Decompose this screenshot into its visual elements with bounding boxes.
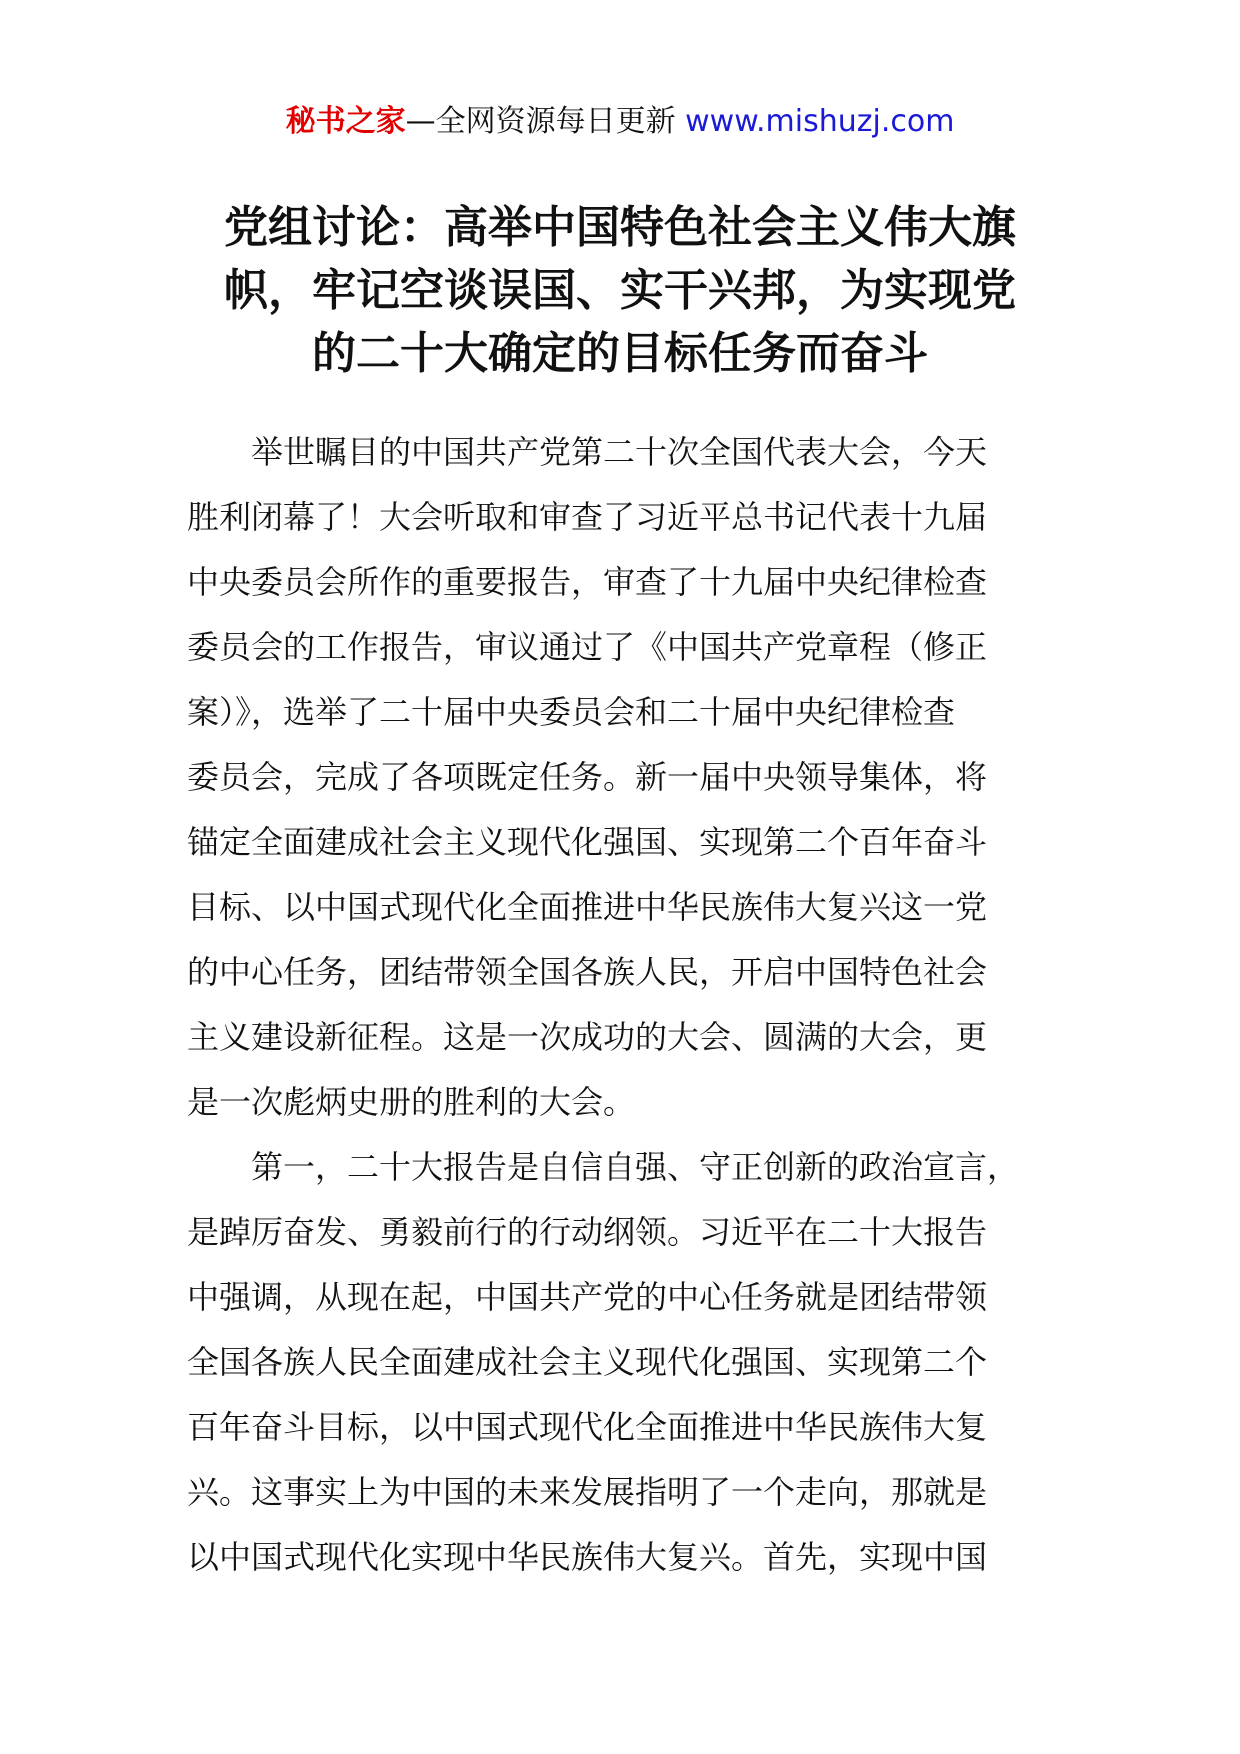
paragraph-line: 百年奋斗目标，以中国式现代化全面推进中华民族伟大复 — [187, 1408, 988, 1446]
paragraph-line: 案）》，选举了二十届中央委员会和二十届中央纪律检查 — [187, 693, 956, 731]
title-line: 帜，牢记空谈误国、实干兴邦，为实现党 — [224, 265, 1016, 316]
paragraph-line: 的中心任务，团结带领全国各族人民，开启中国特色社会 — [187, 953, 988, 991]
header-tagline: —全网资源每日更新 — [405, 104, 686, 139]
paragraph-line: 中强调，从现在起，中国共产党的中心任务就是团结带领 — [187, 1278, 988, 1316]
paragraph-line: 以中国式现代化实现中华民族伟大复兴。首先，实现中国 — [187, 1538, 988, 1576]
paragraph-line: 是一次彪炳史册的胜利的大会。 — [187, 1083, 636, 1121]
paragraph-line: 委员会，完成了各项既定任务。新一届中央领导集体，将 — [187, 758, 988, 796]
paragraph-line: 委员会的工作报告，审议通过了《中国共产党章程（修正 — [187, 628, 988, 666]
paragraph-line: 中央委员会所作的重要报告，审查了十九届中央纪律检查 — [187, 563, 988, 601]
title-line: 党组讨论：高举中国特色社会主义伟大旗 — [224, 202, 1016, 253]
paragraph-line: 举世瞩目的中国共产党第二十次全国代表大会，今天 — [251, 433, 988, 471]
title-line: 的二十大确定的目标任务而奋斗 — [312, 328, 928, 379]
paragraph-line: 目标、以中国式现代化全面推进中华民族伟大复兴这一党 — [187, 888, 988, 926]
paragraph-line: 兴。这事实上为中国的未来发展指明了一个走向，那就是 — [187, 1473, 988, 1511]
paragraph-line: 第一，二十大报告是自信自强、守正创新的政治宣言， — [251, 1148, 1020, 1186]
document-body — [187, 420, 1067, 1590]
paragraph-line: 是踔厉奋发、勇毅前行的行动纲领。习近平在二十大报告 — [187, 1213, 988, 1251]
site-header — [0, 98, 1240, 146]
header-brand: 秘书之家 — [285, 104, 406, 139]
paragraph-2 — [187, 1135, 1067, 1590]
paragraph-line: 主义建设新征程。这是一次成功的大会、圆满的大会，更 — [187, 1018, 988, 1056]
document-title — [190, 196, 1050, 385]
paragraph-1 — [187, 420, 1067, 1135]
paragraph-line: 全国各族人民全面建成社会主义现代化强国、实现第二个 — [187, 1343, 988, 1381]
paragraph-line: 锚定全面建成社会主义现代化强国、实现第二个百年奋斗 — [187, 823, 988, 861]
paragraph-line: 胜利闭幕了！大会听取和审查了习近平总书记代表十九届 — [187, 498, 988, 536]
header-url-link[interactable]: www.mishuzj.com — [685, 104, 955, 139]
